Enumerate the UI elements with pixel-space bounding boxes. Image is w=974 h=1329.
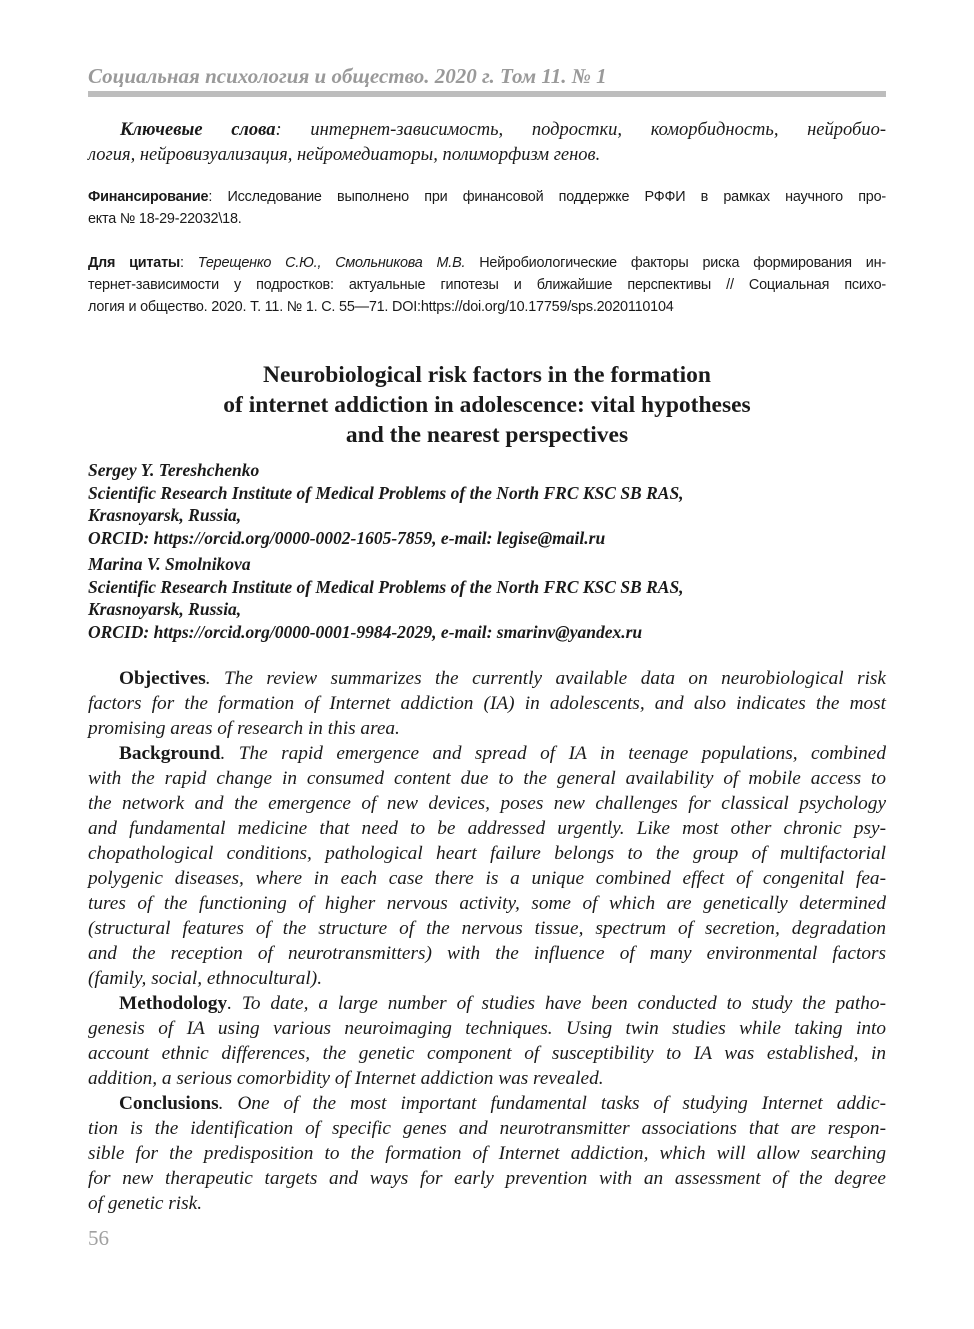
author-city: Krasnoyarsk, Russia, — [88, 599, 242, 619]
citation: Для цитаты: Терещенко С.Ю., Смольникова М.В. Нейробиологические факторы риска формирования ин- тернет-зависимости у подростков: актуальные гипотезы и ближайшие перспективы // Социальная психо- логия и общество. 2020. Т. 11. № 1. С. 55—71. DOI:https://doi.org/10.17759/sps.2020110104 — [88, 255, 886, 315]
abstract-section-conclusions: Conclusions. One of the most important fundamental tasks of studying Internet addic- tion is the identification of specific genes and neurotransmitter associations that are respon- sible for the predisposition to the formation of Internet addiction, which will allow searching for new therapeutic targets and ways for early prevention with an assessment of the degree of genetic risk. — [88, 1093, 886, 1214]
abstract — [88, 666, 886, 1216]
funding-label: Финансирование — [88, 189, 209, 205]
author-affiliation: Scientific Research Institute of Medical Problems of the North FRC KSC SB RAS, — [88, 576, 684, 597]
section-label: Background — [119, 743, 221, 764]
section-label: Conclusions — [119, 1093, 219, 1114]
keywords-label: Ключевые слова — [120, 120, 276, 140]
author-contact[interactable]: ORCID: https://orcid.org/0000-0002-1605-7859, e-mail: legise@mail.ru — [88, 527, 606, 548]
keywords: Ключевые слова: интернет-зависимость, подростки, коморбидность, нейробио- логия, нейровизуализация, нейромедиаторы, полиморфизм генов. — [88, 120, 886, 165]
abstract-section-objectives: Objectives. The review summarizes the currently available data on neurobiological risk factors for the formation of Internet addiction (IA) in adolescents, and also indicates the most promising areas of research in this area. — [88, 668, 886, 739]
author-contact[interactable]: ORCID: https://orcid.org/0000-0001-9984-2029, e-mail: smarinv@yandex.ru — [88, 621, 643, 642]
running-header: Социальная психология и общество. 2020 г. Том 11. № 1 — [88, 64, 607, 88]
citation-label: Для цитаты — [88, 255, 181, 271]
author-city: Krasnoyarsk, Russia, — [88, 505, 242, 525]
authors — [88, 459, 886, 643]
article-title: Neurobiological risk factors in the formation of internet addiction in adolescence: vital hypotheses and the nearest perspectives — [223, 362, 751, 448]
section-label: Methodology — [119, 993, 228, 1014]
section-label: Objectives — [119, 668, 206, 689]
page-number: 56 — [88, 1226, 109, 1250]
abstract-section-background: Background. The rapid emergence and spread of IA in teenage populations, combined with the rapid change in consumed content due to the general availability of mobile access to the network and the emergence of new devices, poses new challenges for classical psychology and fundamental medicine that need to be addressed urgently. Like most other chronic psy- chopathological conditions, pathological heart failure belongs to the group of multifactorial polygenic diseases, where in each case there is a unique combined effect of congenital fea- tures of the functioning of higher nervous activity, some of which are genetically determined (structural features of the structure of the nervous tissue, spectrum of secretion, degradation and the reception of neurotransmitters) with the influence of many environmental factors (family, social, ethnocultural). — [88, 743, 886, 989]
abstract-section-methodology: Methodology. To date, a large number of studies have been conducted to study the patho- genesis of IA using various neuroimaging techniques. Using twin studies while taking into account ethnic differences, the genetic component of susceptibility to IA was established, in addition, a serious comorbidity of Internet addiction was revealed. — [88, 993, 886, 1089]
funding: Финансирование: Исследование выполнено при финансовой поддержке РФФИ в рамках научного про- екта № 18-29-22032\18. — [88, 189, 886, 227]
header-rule — [88, 91, 886, 97]
author-affiliation: Scientific Research Institute of Medical Problems of the North FRC KSC SB RAS, — [88, 482, 684, 503]
author-name: Marina V. Smolnikova — [88, 554, 251, 574]
author-name: Sergey Y. Tereshchenko — [88, 460, 260, 480]
